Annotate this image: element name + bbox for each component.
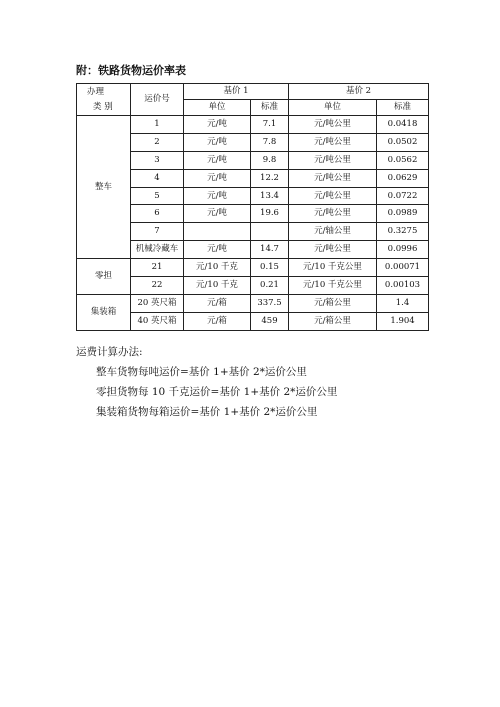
- base2-standard-cell: 0.0996: [377, 241, 429, 259]
- base1-standard-cell: 19.6: [251, 205, 289, 223]
- base2-unit-cell: 元/吨公里: [289, 187, 377, 205]
- rate-number-cell: 40 英尺箱: [131, 312, 184, 330]
- base2-unit-cell: 元/10 千克公里: [289, 259, 377, 277]
- base1-unit-cell: 元/吨: [184, 187, 251, 205]
- rate-number-cell: 21: [131, 259, 184, 277]
- base1-unit-cell: 元/箱: [184, 312, 251, 330]
- base1-standard-header: 标准: [251, 100, 289, 116]
- base1-standard-cell: 459: [251, 312, 289, 330]
- rate-number-cell: 4: [131, 169, 184, 187]
- base1-standard-cell: 7.1: [251, 116, 289, 134]
- base1-standard-cell: 9.8: [251, 151, 289, 169]
- rate-number-cell: 2: [131, 133, 184, 151]
- base1-unit-cell: 元/箱: [184, 294, 251, 312]
- base1-unit-cell: 元/10 千克: [184, 277, 251, 295]
- base1-standard-cell: 0.15: [251, 259, 289, 277]
- calculation-notes: [76, 344, 337, 420]
- base1-standard-cell: 14.7: [251, 241, 289, 259]
- base1-standard-cell: 13.4: [251, 187, 289, 205]
- base2-standard-cell: 1.904: [377, 312, 429, 330]
- notes-heading: 运费计算办法:: [76, 346, 143, 358]
- table-row: [77, 294, 429, 312]
- base2-header: 基价 2: [289, 84, 429, 100]
- rate-number-cell: 机械冷藏车: [131, 241, 184, 259]
- base2-unit-cell: 元/箱公里: [289, 294, 377, 312]
- base2-standard-cell: 0.0989: [377, 205, 429, 223]
- base2-standard-cell: 0.0722: [377, 187, 429, 205]
- base2-standard-cell: 0.0629: [377, 169, 429, 187]
- note-line: 整车货物每吨运价=基价 1+基价 2*运价公里: [96, 366, 307, 378]
- category-cell: 零担: [77, 259, 131, 295]
- base2-standard-cell: 0.0418: [377, 116, 429, 134]
- base2-unit-cell: 元/吨公里: [289, 169, 377, 187]
- base2-standard-cell: 0.00103: [377, 277, 429, 295]
- base1-standard-cell: 0.21: [251, 277, 289, 295]
- base1-unit-cell: 元/吨: [184, 133, 251, 151]
- base1-unit-cell: 元/10 千克: [184, 259, 251, 277]
- rate-number-cell: 3: [131, 151, 184, 169]
- rate-number-cell: 5: [131, 187, 184, 205]
- base2-unit-cell: 元/轴公里: [289, 223, 377, 241]
- base2-standard-header: 标准: [377, 100, 429, 116]
- base2-standard-cell: 0.0562: [377, 151, 429, 169]
- header-row-1: [77, 84, 429, 100]
- category-cell: 整车: [77, 116, 131, 259]
- rate-number-cell: 22: [131, 277, 184, 295]
- base2-unit-cell: 元/吨公里: [289, 116, 377, 134]
- base2-unit-cell: 元/10 千克公里: [289, 277, 377, 295]
- base1-standard-cell: 337.5: [251, 294, 289, 312]
- table-row: [77, 116, 429, 134]
- category-header-top: 办理: [87, 86, 105, 97]
- category-cell: 集装箱: [77, 294, 131, 330]
- base2-unit-cell: 元/吨公里: [289, 133, 377, 151]
- base2-standard-cell: 0.00071: [377, 259, 429, 277]
- base1-unit-cell: 元/吨: [184, 116, 251, 134]
- rate-table-body: [77, 84, 429, 331]
- base1-unit-cell: 元/吨: [184, 151, 251, 169]
- base2-unit-cell: 元/吨公里: [289, 241, 377, 259]
- base1-unit-header: 单位: [184, 100, 251, 116]
- base1-header: 基价 1: [184, 84, 289, 100]
- note-line: 零担货物每 10 千克运价=基价 1+基价 2*运价公里: [96, 386, 338, 398]
- rate-number-cell: 6: [131, 205, 184, 223]
- base2-standard-cell: 0.0502: [377, 133, 429, 151]
- base2-unit-header: 单位: [289, 100, 377, 116]
- category-header: [77, 84, 131, 116]
- base1-unit-cell: 元/吨: [184, 241, 251, 259]
- base2-unit-cell: 元/吨公里: [289, 205, 377, 223]
- base2-standard-cell: 1.4: [377, 294, 429, 312]
- page-title: 附：铁路货物运价率表: [76, 64, 186, 77]
- rate-number-cell: 20 英尺箱: [131, 294, 184, 312]
- base1-unit-cell: [184, 223, 251, 241]
- rate-number-cell: 7: [131, 223, 184, 241]
- base1-standard-cell: [251, 223, 289, 241]
- base1-unit-cell: 元/吨: [184, 205, 251, 223]
- number-header: 运价号: [131, 84, 184, 116]
- category-header-bottom: 类 别: [93, 101, 113, 112]
- rate-number-cell: 1: [131, 116, 184, 134]
- note-line: 集装箱货物每箱运价=基价 1+基价 2*运价公里: [96, 406, 318, 418]
- base1-standard-cell: 12.2: [251, 169, 289, 187]
- freight-rate-table: [76, 83, 429, 331]
- table-row: [77, 259, 429, 277]
- base2-standard-cell: 0.3275: [377, 223, 429, 241]
- base1-unit-cell: 元/吨: [184, 169, 251, 187]
- base2-unit-cell: 元/吨公里: [289, 151, 377, 169]
- base1-standard-cell: 7.8: [251, 133, 289, 151]
- base2-unit-cell: 元/箱公里: [289, 312, 377, 330]
